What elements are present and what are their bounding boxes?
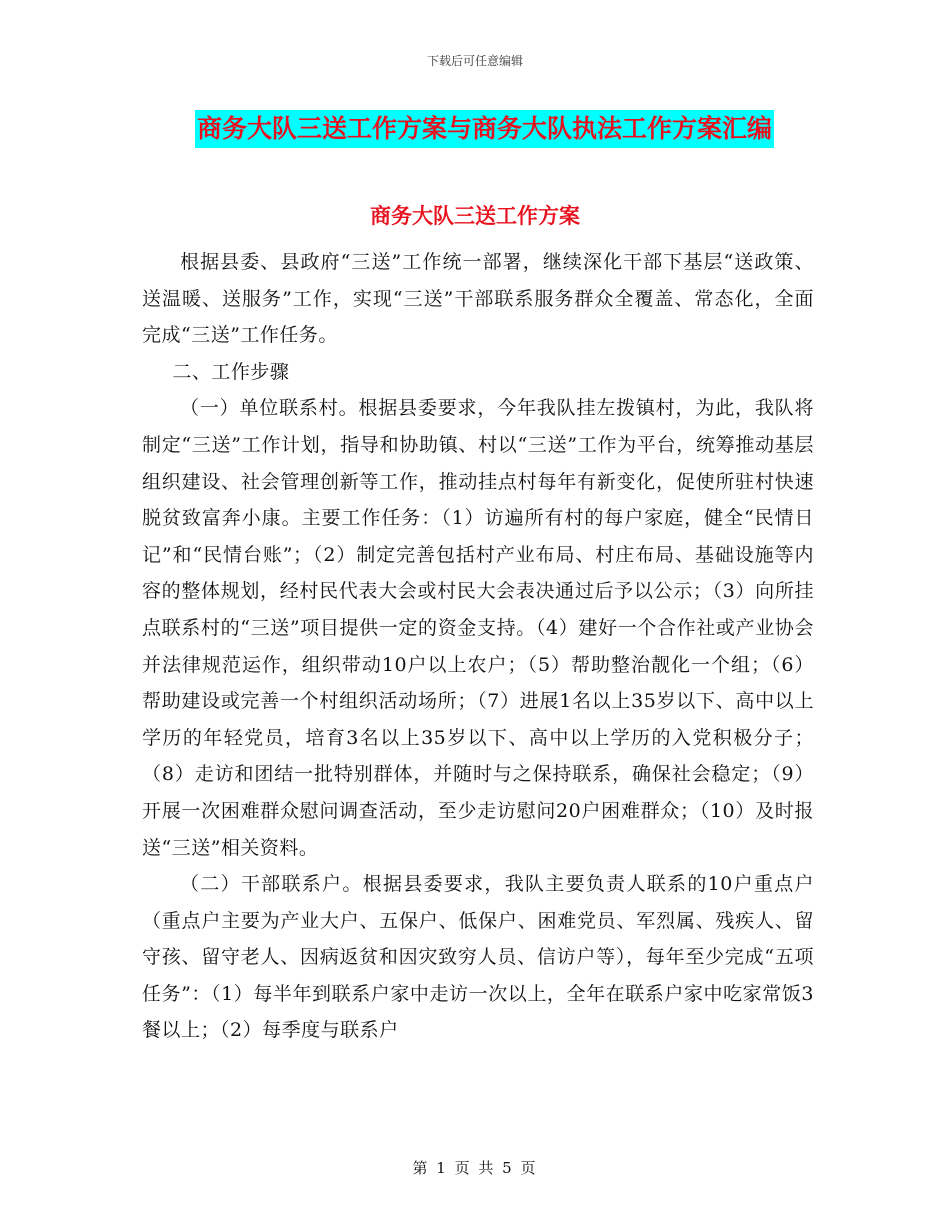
document-title: 商务大队三送工作方案与商务大队执法工作方案汇编: [195, 110, 774, 148]
paragraph-intro: 根据县委、县政府“三送”工作统一部署，继续深化干部下基层“送政策、送温暖、送服务”工作，实现“三送”干部联系服务群众全覆盖、常态化，全面完成“三送”工作任务。: [142, 251, 814, 347]
page-footer: 第 1 页 共 5 页: [412, 1159, 538, 1177]
header-note: 下载后可任意编辑: [426, 54, 523, 68]
paragraph-village-contact: （一）单位联系村。根据县委要求，今年我队挂左拨镇村，为此，我队将制定“三送”工作计划，指导和协助镇、村以“三送”工作为平台，统筹推动基层组织建设、社会管理创新等工作，推动挂点村每年有新变化，促使所驻村快速脱贫致富奔小康。主要工作任务：（1）访遍所有村的每户家庭，健全“民情日记”和“民情台账”；（2）制定完善包括村产业布局、村庄布局、基础设施等内容的整体规划，经村民代表大会或村民大会表决通过后予以公示；（3）向所挂点联系村的“三送”项目提供一定的资金支持。（4）建好一个合作社或产业协会并法律规范运作，组织带动10户以上农户；（5）帮助整治靓化一个组；（6）帮助建设或完善一个村组织活动场所；（7）进展1名以上35岁以下、高中以上学历的年轻党员，培育3名以上35岁以下、高中以上学历的入党积极分子；（8）走访和团结一批特别群体，并随时与之保持联系，确保社会稳定；（9）开展一次困难群众慰问调查活动，至少走访慰问20户困难群众；（10）及时报送“三送”相关资料。: [142, 397, 814, 859]
paragraph-household-contact: （二）干部联系户。根据县委要求，我队主要负责人联系的10户重点户（重点户主要为产业大户、五保户、低保户、困难党员、军烈属、残疾人、留守孩、留守老人、因病返贫和因灾致穷人员、信访户等），每年至少完成“五项任务”：（1）每半年到联系户家中走访一次以上，全年在联系户家中吃家常饭3餐以上；（2）每季度与联系户: [142, 873, 814, 1042]
section-title: 商务大队三送工作方案: [370, 204, 580, 228]
document-body: [142, 244, 814, 1049]
paragraph-heading-steps: 二、工作步骤: [172, 360, 290, 383]
